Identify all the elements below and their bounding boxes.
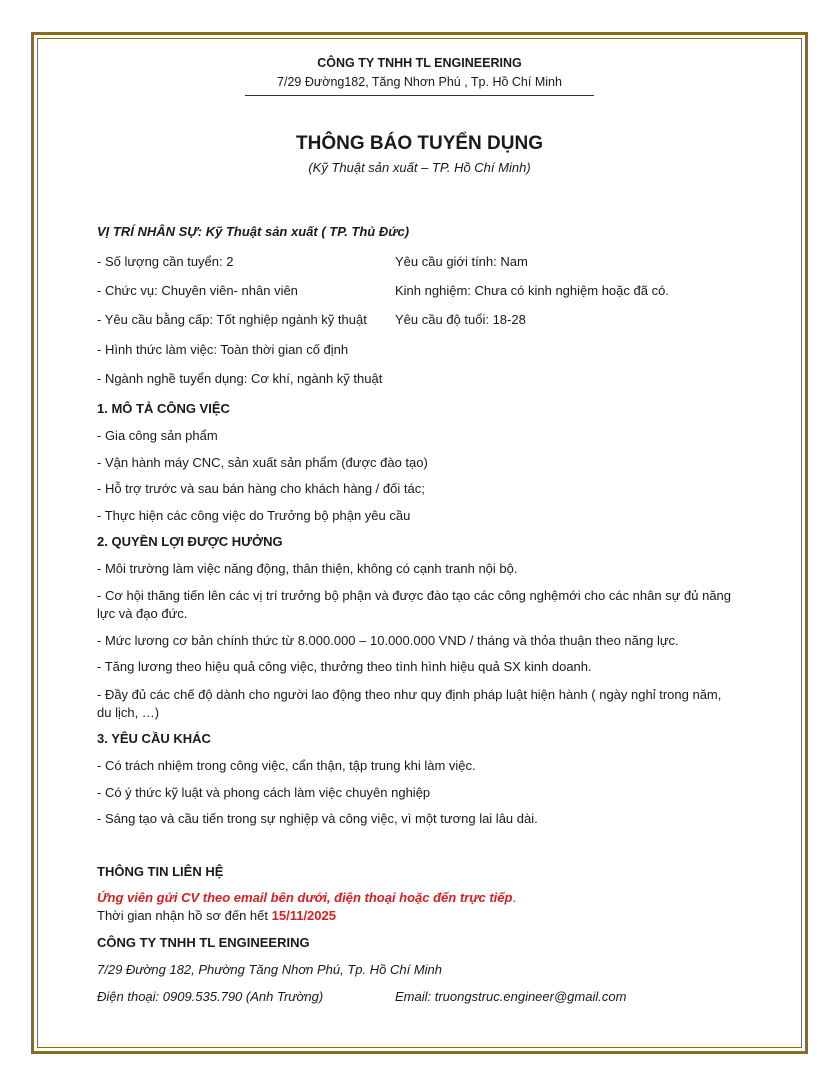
header-address: 7/29 Đường182, Tăng Nhơn Phú , Tp. Hồ Chí Minh xyxy=(277,75,562,89)
section2-item-4: - Đầy đủ các chế độ dành cho người lao động theo như quy định pháp luật hiện hành ( ngày nghỉ trong năm, du lịch, …) xyxy=(97,687,722,720)
section1-item-3: - Thực hiện các công việc do Trưởng bộ phận yêu cầu xyxy=(97,508,411,523)
section2-item-3: - Tăng lương theo hiệu quả công việc, thưởng theo tình hình hiệu quả SX kinh doanh. xyxy=(97,659,592,674)
position-left-1: - Chức vụ: Chuyên viên- nhân viên xyxy=(97,283,298,298)
position-right-0: Yêu cầu giới tính: Nam xyxy=(395,254,528,269)
page-title: THÔNG BÁO TUYỂN DỤNG xyxy=(296,133,543,154)
section1-item-2: - Hỗ trợ trước và sau bán hàng cho khách hàng / đối tác; xyxy=(97,481,425,496)
contact-cta-text: Ứng viên gửi CV theo email bên dưới, điện thoại hoặc đến trực tiếp xyxy=(97,890,513,905)
contact-deadline xyxy=(97,908,336,923)
section1-heading: 1. MÔ TẢ CÔNG VIỆC xyxy=(97,401,230,416)
position-left-4: - Ngành nghề tuyển dụng: Cơ khí, ngành kỹ thuật xyxy=(97,371,383,386)
deadline-label: Thời gian nhận hồ sơ đến hết xyxy=(97,908,272,923)
contact-phone: Điện thoại: 0909.535.790 (Anh Trường) xyxy=(97,989,324,1004)
position-heading: VỊ TRÍ NHÂN SỰ: Kỹ Thuật sản xuất ( TP. Thủ Đức) xyxy=(97,224,410,239)
position-right-2: Yêu cầu độ tuổi: 18-28 xyxy=(395,312,526,327)
deadline-date: 15/11/2025 xyxy=(271,908,336,923)
section2-heading: 2. QUYỀN LỢI ĐƯỢC HƯỞNG xyxy=(97,534,283,549)
section3-item-1: - Có ý thức kỹ luật và phong cách làm việc chuyên nghiệp xyxy=(97,785,431,800)
contact-address: 7/29 Đường 182, Phường Tăng Nhơn Phú, Tp. Hồ Chí Minh xyxy=(97,962,443,977)
section3-item-0: - Có trách nhiệm trong công việc, cẩn thận, tập trung khi làm việc. xyxy=(97,758,476,773)
contact-email[interactable]: Email: truongstruc.engineer@gmail.com xyxy=(395,989,627,1004)
page-subtitle: (Kỹ Thuật sản xuất – TP. Hồ Chí Minh) xyxy=(308,160,531,175)
header-divider xyxy=(245,95,594,96)
position-left-3: - Hình thức làm việc: Toàn thời gian cố định xyxy=(97,342,349,357)
position-right-1: Kinh nghiệm: Chưa có kinh nghiệm hoặc đã có. xyxy=(395,283,669,298)
section1-item-1: - Vận hành máy CNC, sản xuất sản phẩm (được đào tạo) xyxy=(97,455,428,470)
position-left-0: - Số lượng cần tuyển: 2 xyxy=(97,254,234,269)
contact-cta xyxy=(97,890,516,905)
section3-heading: 3. YÊU CẦU KHÁC xyxy=(97,731,211,746)
contact-heading: THÔNG TIN LIÊN HỆ xyxy=(97,864,224,879)
position-left-2: - Yêu cầu bằng cấp: Tốt nghiệp ngành kỹ thuật xyxy=(97,312,367,327)
section3-item-2: - Sáng tạo và cầu tiến trong sự nghiệp và công việc, vì một tương lai lâu dài. xyxy=(97,811,538,826)
section1-item-0: - Gia công sản phẩm xyxy=(97,428,218,443)
contact-cta-period: . xyxy=(512,890,517,905)
section2-item-0: - Môi trường làm việc năng động, thân thiện, không có cạnh tranh nội bộ. xyxy=(97,561,518,576)
section2-item-1: - Cơ hội thăng tiến lên các vị trí trưởng bộ phận và được đào tạo các công nghệmới cho các nhân sự đủ năng lực và đạo đức. xyxy=(97,588,732,621)
header-company: CÔNG TY TNHH TL ENGINEERING xyxy=(317,56,522,70)
contact-company: CÔNG TY TNHH TL ENGINEERING xyxy=(97,935,310,950)
section2-item-2: - Mức lương cơ bản chính thức từ 8.000.000 – 10.000.000 VND / tháng và thỏa thuận theo năng lực. xyxy=(97,633,679,648)
